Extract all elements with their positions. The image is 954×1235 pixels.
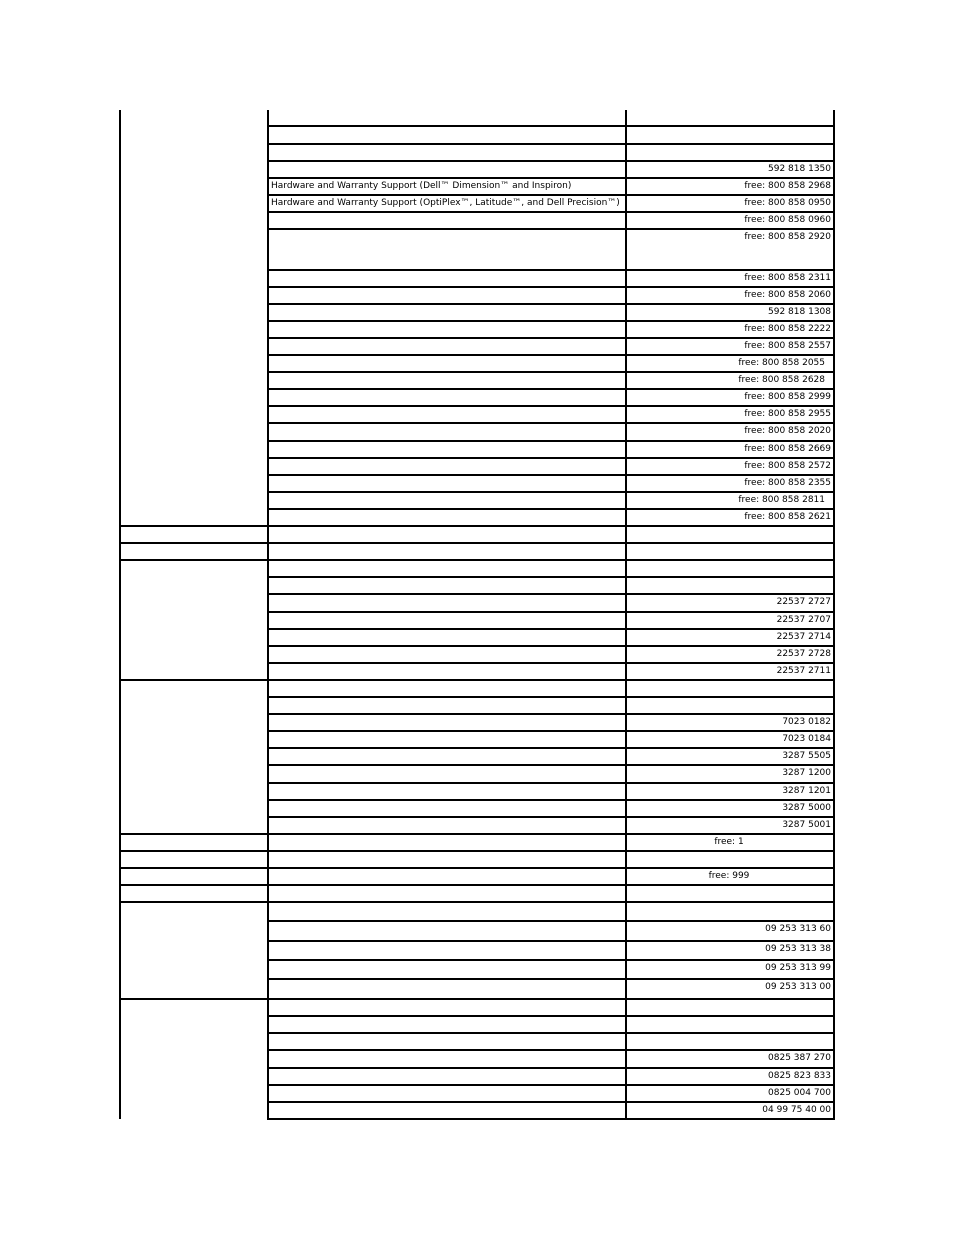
row-separator (267, 303, 835, 305)
row-phone-number: free: 800 858 2060 (744, 290, 831, 300)
row-separator (267, 177, 835, 179)
row-separator (267, 354, 835, 356)
row-phone-number: 3287 1201 (782, 786, 831, 796)
row-separator (267, 764, 835, 766)
row-separator (267, 867, 835, 869)
country-separator (119, 884, 267, 886)
row-separator (267, 679, 835, 681)
row-separator (267, 593, 835, 595)
row-separator (267, 491, 835, 493)
row-phone-number: free: 800 858 2669 (744, 444, 831, 454)
row-separator (267, 1101, 835, 1103)
row-description: Hardware and Warranty Support (Dell™ Dimension™ and Inspiron) (271, 181, 572, 191)
country-separator (119, 525, 267, 527)
row-phone-number: free: 800 858 2355 (744, 478, 831, 488)
row-separator (267, 611, 835, 613)
row-phone-number: free: 800 858 0960 (744, 215, 831, 225)
row-separator (267, 143, 835, 145)
row-phone-number: free: 800 858 2955 (744, 409, 831, 419)
row-separator (267, 457, 835, 459)
row-phone-number: free: 800 858 0950 (744, 198, 831, 208)
row-separator (267, 542, 835, 544)
row-phone-number: free: 800 858 2628 (738, 375, 825, 385)
row-phone-number: 22537 2728 (776, 649, 831, 659)
col-line-end (833, 110, 835, 1119)
row-phone-number: free: 800 858 2811 (738, 495, 825, 505)
row-separator (267, 730, 835, 732)
row-separator (267, 160, 835, 162)
row-phone-number: 04 99 75 40 00 (762, 1105, 831, 1115)
country-separator (119, 833, 267, 835)
row-phone-number: 22537 2707 (776, 615, 831, 625)
row-phone-number: 0825 823 833 (768, 1071, 831, 1081)
row-separator (267, 371, 835, 373)
row-separator (267, 628, 835, 630)
row-phone-number: 592 818 1308 (768, 307, 831, 317)
row-phone-number: 3287 5000 (782, 803, 831, 813)
row-separator (267, 816, 835, 818)
row-phone-number: 09 253 313 99 (765, 963, 831, 973)
row-separator (267, 747, 835, 749)
row-separator (267, 850, 835, 852)
row-separator (267, 440, 835, 442)
row-phone-number: free: 999 (708, 871, 750, 881)
row-phone-number: free: 1 (714, 837, 744, 847)
row-separator (267, 559, 835, 561)
row-separator (267, 884, 835, 886)
row-phone-number: free: 800 858 2557 (744, 341, 831, 351)
row-phone-number: free: 800 858 2968 (744, 181, 831, 191)
country-separator (119, 998, 267, 1000)
row-phone-number: 3287 5001 (782, 820, 831, 830)
country-separator (119, 559, 267, 561)
row-separator (267, 1084, 835, 1086)
row-separator (267, 228, 835, 230)
row-separator (267, 211, 835, 213)
row-separator (267, 525, 835, 527)
row-phone-number: 7023 0184 (782, 734, 831, 744)
row-separator (267, 1015, 835, 1017)
row-phone-number: 0825 004 700 (768, 1088, 831, 1098)
row-description: Hardware and Warranty Support (OptiPlex™, Latitude™, and Dell Precision™) (271, 198, 620, 208)
row-separator (267, 286, 835, 288)
row-phone-number: 7023 0182 (782, 717, 831, 727)
row-phone-number: free: 800 858 2222 (744, 324, 831, 334)
row-phone-number: free: 800 858 2920 (744, 232, 831, 242)
row-phone-number: free: 800 858 2055 (738, 358, 825, 368)
country-separator (119, 867, 267, 869)
country-separator (119, 679, 267, 681)
row-separator (267, 1032, 835, 1034)
row-separator (267, 940, 835, 942)
row-phone-number: free: 800 858 2999 (744, 392, 831, 402)
row-separator (267, 920, 835, 922)
row-separator (267, 576, 835, 578)
row-separator (267, 320, 835, 322)
row-separator (267, 422, 835, 424)
row-separator (267, 978, 835, 980)
row-phone-number: 3287 1200 (782, 768, 831, 778)
row-separator (267, 194, 835, 196)
row-phone-number: free: 800 858 2020 (744, 426, 831, 436)
country-separator (119, 901, 267, 903)
row-separator (267, 782, 835, 784)
row-phone-number: 592 818 1350 (768, 164, 831, 174)
row-phone-number: 0825 387 270 (768, 1053, 831, 1063)
row-separator (267, 713, 835, 715)
row-separator (267, 645, 835, 647)
row-separator (267, 998, 835, 1000)
row-separator (267, 405, 835, 407)
col-line-desc (267, 110, 269, 1119)
row-phone-number: 09 253 313 60 (765, 924, 831, 934)
row-phone-number: free: 800 858 2621 (744, 512, 831, 522)
row-separator (267, 388, 835, 390)
row-separator (267, 833, 835, 835)
row-separator (267, 696, 835, 698)
table-bottom (267, 1118, 835, 1120)
row-separator (267, 662, 835, 664)
row-phone-number: 09 253 313 00 (765, 982, 831, 992)
country-separator (119, 850, 267, 852)
row-separator (267, 474, 835, 476)
row-separator (267, 269, 835, 271)
row-separator (267, 959, 835, 961)
col-line-country (119, 110, 121, 1119)
row-phone-number: 22537 2727 (776, 597, 831, 607)
row-phone-number: 09 253 313 38 (765, 944, 831, 954)
row-separator (267, 508, 835, 510)
row-phone-number: free: 800 858 2572 (744, 461, 831, 471)
col-line-num (625, 110, 627, 1119)
country-separator (119, 542, 267, 544)
row-separator (267, 337, 835, 339)
row-phone-number: free: 800 858 2311 (744, 273, 831, 283)
row-separator (267, 125, 835, 127)
row-phone-number: 22537 2714 (776, 632, 831, 642)
row-phone-number: 22537 2711 (776, 666, 831, 676)
row-separator (267, 1049, 835, 1051)
row-phone-number: 3287 5505 (782, 751, 831, 761)
row-separator (267, 799, 835, 801)
row-separator (267, 901, 835, 903)
row-separator (267, 1067, 835, 1069)
